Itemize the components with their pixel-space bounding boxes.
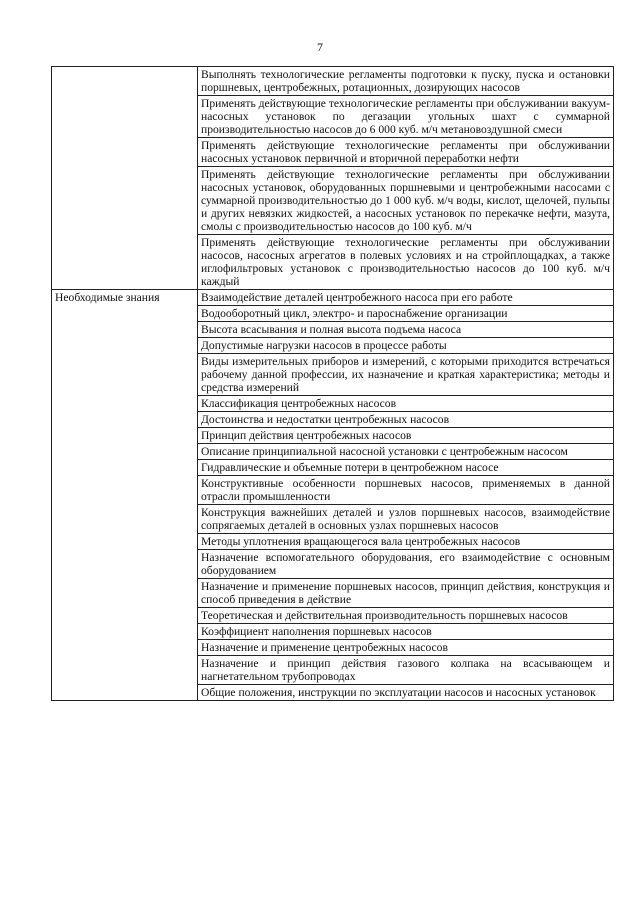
- knowledge-row: [52, 290, 614, 306]
- skill-row: [52, 67, 614, 96]
- table-cell-text: Назначение вспомогательного оборудования, его взаимодействие с основным оборудованием: [198, 550, 614, 579]
- table-cell-text: Виды измерительных приборов и измерений, с которыми приходится встречаться рабочему данной профессии, их назначение и краткая характеристика; методы и средства измерений: [198, 354, 614, 396]
- table-cell-text: Применять действующие технологические регламенты при обслуживании насосных установок первичной и вторичной переработки нефти: [198, 138, 614, 167]
- skills-label-cell: [52, 67, 198, 290]
- table-cell-text: Коэффициент наполнения поршневых насосов: [198, 624, 614, 640]
- table-cell-text: Применять действующие технологические регламенты при обслуживании вакуум-насосных установок по дегазации угольных шахт с суммарной производительностью насосов до 6 000 куб. м/ч метановоздушной смеси: [198, 96, 614, 138]
- table-cell-text: Достоинства и недостатки центробежных насосов: [198, 412, 614, 428]
- table-cell-text: Применять действующие технологические регламенты при обслуживании насосов, насосных агрегатов в полевых условиях и на стройплощадках, а также иглофильтровых установок с производительностью насосов до 100 куб. м/ч каждый: [198, 235, 614, 290]
- table-cell-text: Классификация центробежных насосов: [198, 396, 614, 412]
- table-cell-text: Общие положения, инструкции по эксплуатации насосов и насосных установок: [198, 685, 614, 701]
- knowledge-label-cell: Необходимые знания: [52, 290, 198, 701]
- table-cell-text: Применять действующие технологические регламенты при обслуживании насосных установок, оборудованных поршневыми и центробежными насосами с суммарной производительностью до 1 000 куб. м/ч воды, кислот, щелочей, пульпы и других невязких жидкостей, а насосных установок по перекачке нефти, мазута, смолы с производительностью насосов до 100 куб. м/ч: [198, 167, 614, 235]
- table-cell-text: Назначение и применение поршневых насосов, принцип действия, конструкция и способ приведения в действие: [198, 579, 614, 608]
- table-cell-text: Взаимодействие деталей центробежного насоса при его работе: [198, 290, 614, 306]
- table-cell-text: Принцип действия центробежных насосов: [198, 428, 614, 444]
- table-cell-text: Назначение и применение центробежных насосов: [198, 640, 614, 656]
- table-cell-text: Методы уплотнения вращающегося вала центробежных насосов: [198, 534, 614, 550]
- table-cell-text: Высота всасывания и полная высота подъема насоса: [198, 322, 614, 338]
- competency-table: [51, 66, 614, 701]
- competency-table-body: [52, 67, 614, 701]
- table-cell-text: Водооборотный цикл, электро- и пароснабжение организации: [198, 306, 614, 322]
- table-cell-text: Назначение и принцип действия газового колпака на всасывающем и нагнетательном трубопроводах: [198, 656, 614, 685]
- table-cell-text: Допустимые нагрузки насосов в процессе работы: [198, 338, 614, 354]
- table-cell-text: Гидравлические и объемные потери в центробежном насосе: [198, 460, 614, 476]
- table-cell-text: Описание принципиальной насосной установки с центробежным насосом: [198, 444, 614, 460]
- table-cell-text: Конструктивные особенности поршневых насосов, применяемых в данной отрасли промышленности: [198, 476, 614, 505]
- table-cell-text: Теоретическая и действительная производительность поршневых насосов: [198, 608, 614, 624]
- page-number: 7: [317, 40, 323, 54]
- table-cell-text: Конструкция важнейших деталей и узлов поршневых насосов, взаимодействие сопрягаемых деталей в основных узлах поршневых насосов: [198, 505, 614, 534]
- table-cell-text: Выполнять технологические регламенты подготовки к пуску, пуска и остановки поршневых, центробежных, ротационных, дозирующих насосов: [198, 67, 614, 96]
